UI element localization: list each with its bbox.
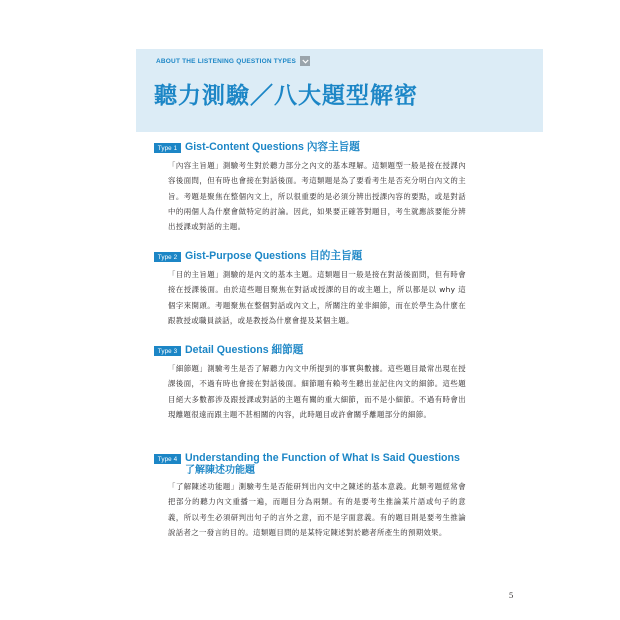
page-title: 聽力測驗／八大題型解密 xyxy=(154,83,418,109)
section-title xyxy=(185,452,460,477)
header-tag-label: ABOUT THE LISTENING QUESTION TYPES xyxy=(156,57,297,65)
section-title: Detail Questions 細節題 xyxy=(185,344,304,356)
section-type-3 xyxy=(154,344,464,422)
type-badge: Type 2 xyxy=(154,252,181,262)
type-badge: Type 3 xyxy=(154,346,181,356)
section-body: 「了解陳述功能題」測驗考生是否能研判出內文中之陳述的基本意義。此類考題經常會把部分的聽力內文重播一遍，而題目分為兩類。有的是要考生推論某片語或句子的意義，所以考生必須研判出句子的言外之意，而不是字面意義。有的題目則是要考生推論說話者之一發言的目的。這類題目問的是某特定陳述對於聽者所產生的預期效果。 xyxy=(168,482,466,537)
type-badge: Type 4 xyxy=(154,454,181,464)
section-title: Gist-Purpose Questions 目的主旨題 xyxy=(185,250,363,262)
type-badge: Type 1 xyxy=(154,143,181,153)
section-title: Gist-Content Questions 內容主旨題 xyxy=(185,141,360,153)
section-body: 「目的主旨題」測驗的是內文的基本主題。這類題目一般是接在對話後面問，但有時會接在授課後面。由於這些題目聚焦在對話或授課的目的或主題上，所以都是以 why 這個字來開頭。考題聚焦在整個對話或內文上，所關注的並非細節，而在於學生為什麼在跟教授或職員談話，或是教授為什麼會提及某個主題。 xyxy=(168,270,466,325)
section-type-4 xyxy=(154,452,464,540)
section-type-2 xyxy=(154,250,464,328)
header-tag xyxy=(156,56,310,66)
section-title-chinese: 了解陳述功能題 xyxy=(185,465,255,476)
section-body: 「內容主旨題」測驗考生對於聽力部分之內文的基本理解。這類題型一般是接在授課內容後面問，但有時也會接在對話後面。考這類題是為了要看考生是否充分明白內文的主旨。考題是聚焦在整個內文上，所以很重要的是必須分辨出授課內容的要點，或是對話中的兩個人為什麼會做特定的討論。因此，如果要正確答對題目，考生就應該要能分辨出授課或對話的主題。 xyxy=(168,161,466,232)
page-number: 5 xyxy=(509,590,514,600)
header-band xyxy=(136,49,543,132)
section-type-1 xyxy=(154,141,464,234)
section-title-english: Understanding the Function of What Is Said Questions xyxy=(185,452,460,464)
chevron-down-icon xyxy=(300,56,310,66)
section-body: 「細節題」測驗考生是否了解聽力內文中所提到的事實與數據。這些題目最常出現在授課後面，不過有時也會接在對話後面。細節題有賴考生聽出並記住內文的細節。這些題目絕大多數都涉及跟授課或對話的主題有關的重大細節，而不是小細節。不過有時會出現離題很遠而跟主題不甚相關的內容，此時題目或許會關乎離題部分的細節。 xyxy=(168,364,466,419)
